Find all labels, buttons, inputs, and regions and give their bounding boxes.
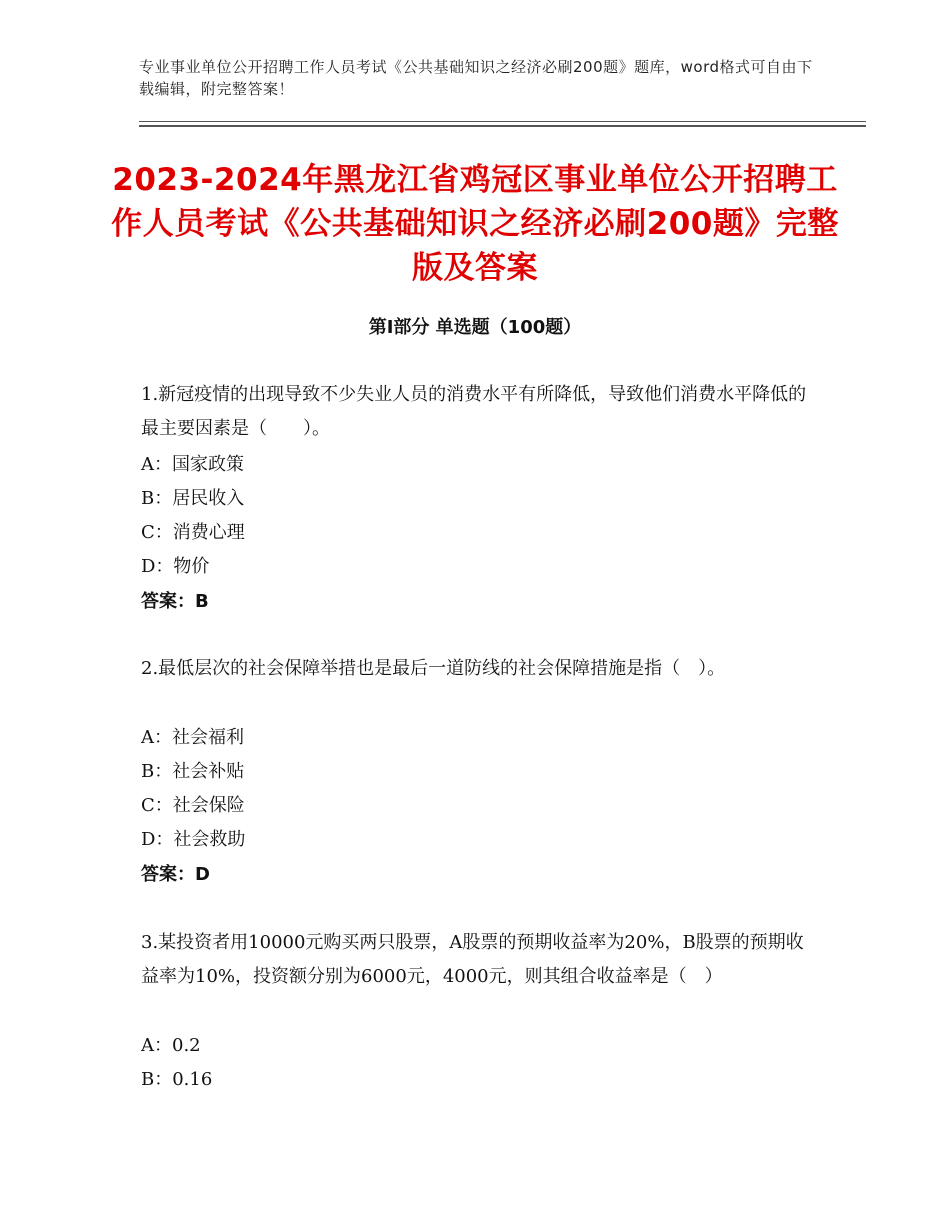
question-2-stem: 2.最低层次的社会保障举措也是最后一道防线的社会保障措施是指（ ）。 (141, 658, 726, 679)
question-3-stem: 3.某投资者用10000元购买两只股票，A股票的预期收益率为20%，B股票的预期收益率为10%，投资额分别为6000元，4000元，则其组合收益率是（ ） (141, 932, 804, 987)
section-title: 第Ⅰ部分 单选题（100题） (368, 317, 582, 338)
question-1-option-a: A：国家政策 (141, 454, 244, 475)
question-1-stem: 1.新冠疫情的出现导致不少失业人员的消费水平有所降低，导致他们消费水平降低的最主要因素是（ ）。 (141, 384, 807, 439)
question-1-option-b: B：居民收入 (141, 488, 245, 509)
question-3-option-a: A：0.2 (141, 1035, 201, 1056)
question-2-answer: 答案：D (141, 864, 210, 885)
question-1-option-d: D：物价 (141, 556, 210, 577)
question-1-answer: 答案：B (141, 591, 209, 612)
question-2-option-a: A：社会福利 (141, 727, 244, 748)
header-divider-bottom (139, 125, 866, 127)
question-2-option-d: D：社会救助 (141, 829, 246, 850)
document-title: 2023-2024年黑龙江省鸡冠区事业单位公开招聘工作人员考试《公共基础知识之经济必刷200题》完整版及答案 (111, 162, 839, 286)
question-3-option-b: B：0.16 (141, 1069, 213, 1090)
question-1-option-c: C：消费心理 (141, 522, 245, 543)
question-2-option-c: C：社会保险 (141, 795, 245, 816)
question-2-option-b: B：社会补贴 (141, 761, 245, 782)
header-divider-top (139, 121, 866, 122)
header-note: 专业事业单位公开招聘工作人员考试《公共基础知识之经济必刷200题》题库，word格式可自由下载编辑，附完整答案！ (139, 58, 813, 98)
